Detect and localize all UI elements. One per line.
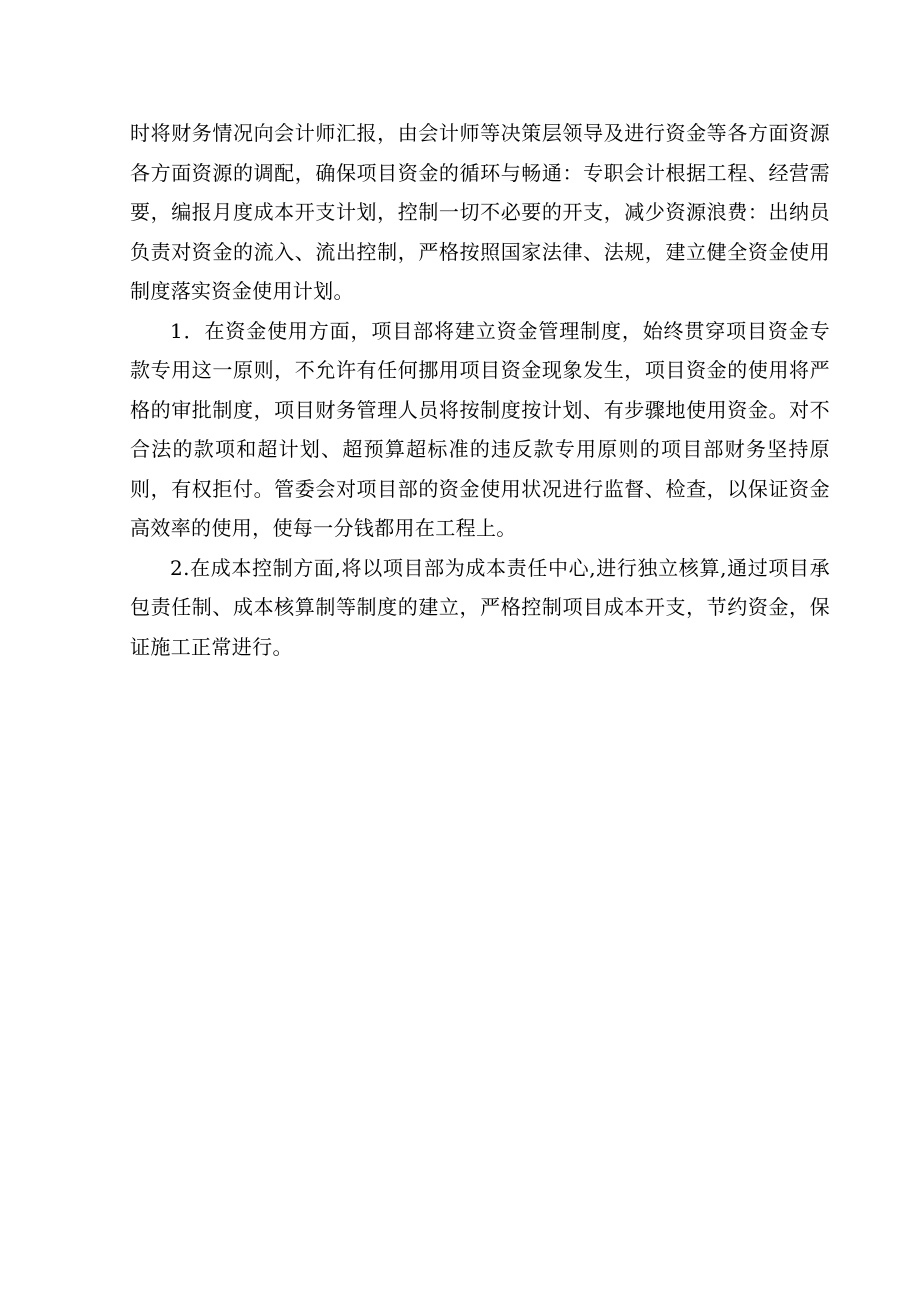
document-body [130, 114, 830, 667]
paragraph-continuation: 时将财务情况向会计师汇报，由会计师等决策层领导及进行资金等各方面资源各方面资源的调配，确保项目资金的循环与畅通：专职会计根据工程、经营需要，编报月度成本开支计划，控制一切不必要的开支，减少资源浪费：出纳员负责对资金的流入、流出控制，严格按照国家法律、法规，建立健全资金使用制度落实资金使用计划。 [130, 121, 830, 303]
paragraph-fund-usage: 1．在资金使用方面，项目部将建立资金管理制度，始终贯穿项目资金专款专用这一原则，不允许有任何挪用项目资金现象发生，项目资金的使用将严格的审批制度，项目财务管理人员将按制度按计划、有步骤地使用资金。对不合法的款项和超计划、超预算超标准的违反款专用原则的项目部财务坚持原则，有权拒付。管委会对项目部的资金使用状况进行监督、检查，以保证资金高效率的使用，使每一分钱都用在工程上。 [130, 318, 830, 540]
paragraph-cost-control: 2.在成本控制方面,将以项目部为成本责任中心,进行独立核算,通过项目承包责任制、成本核算制等制度的建立，严格控制项目成本开支，节约资金，保证施工正常进行。 [130, 555, 830, 659]
